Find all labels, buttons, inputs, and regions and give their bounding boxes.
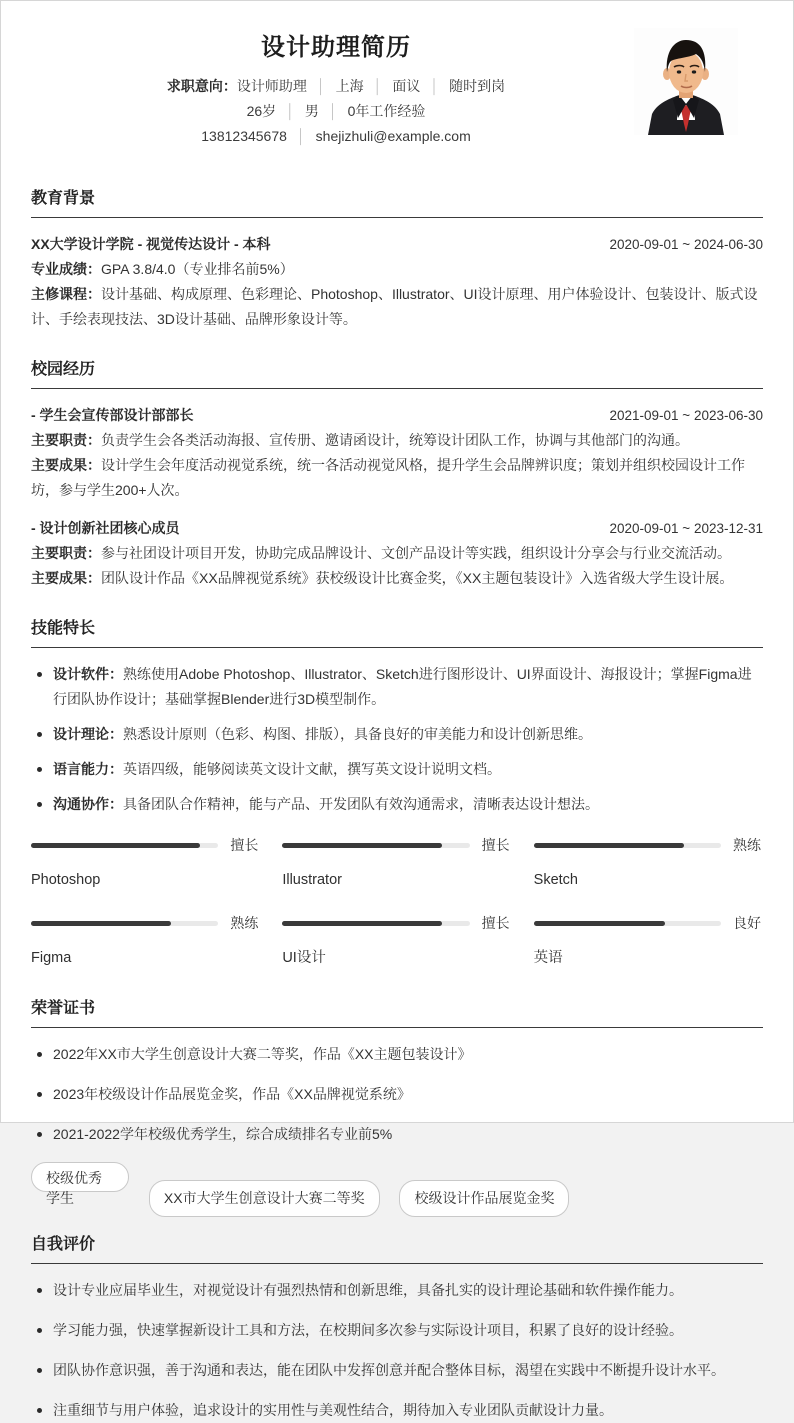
skill-bar-figma [31,911,260,971]
section-self-evaluation [31,1231,763,1423]
skill-bar-fill [534,921,665,926]
section-campus-experience [31,356,763,591]
gpa-label: 专业成绩： [31,261,101,277]
skill-label: 设计软件： [53,666,123,682]
skill-bullet [31,722,763,747]
honor-badge: XX市大学生创意设计大赛二等奖 [149,1180,380,1217]
duty-text: 负责学生会各类活动海报、宣传册、邀请函设计，统筹设计团队工作，协调与其他部门的沟通。 [101,432,689,448]
section-title-education: 教育背景 [31,185,763,218]
result-text: 团队设计作品《XX品牌视觉系统》获校级设计比赛金奖，《XX主题包装设计》入选省级大学生设计展。 [101,570,734,586]
role-title: - 设计创新社团核心成员 [31,520,180,536]
skill-bar-illustrator [282,833,511,893]
role-date: 2020-09-01 ~ 2023-12-31 [609,521,763,536]
separator: │ [373,78,383,94]
gender: 男 [304,103,319,119]
result-label: 主要成果： [31,457,101,473]
skill-text: 熟悉设计原则（色彩、构图、排版），具备良好的审美能力和设计创新思维。 [123,726,592,742]
skill-bar-photoshop [31,833,260,893]
section-title-evaluation: 自我评价 [31,1231,763,1264]
intention-city: 上海 [335,78,364,94]
skill-bar-fill [282,921,441,926]
honor-badge: 校级设计作品展览金奖 [399,1180,569,1217]
skill-text: 具备团队合作精神，能与产品、开发团队有效沟通需求，清晰表达设计想法。 [123,796,599,812]
skill-text: 熟练使用Adobe Photoshop、Illustrator、Sketch进行图形设计、UI界面设计、海报设计；掌握Figma进行团队协作设计；基础掌握Blender进行3D模型制作。 [53,666,752,707]
skill-bar-english [534,911,763,971]
gpa-value: GPA 3.8/4.0（专业排名前5%） [101,261,294,277]
phone-number: 13812345678 [201,128,287,144]
intention-label: 求职意向： [166,78,237,94]
age: 26岁 [246,103,277,119]
skill-level-label: 擅长 [481,915,510,931]
email-address: shejizhuli@example.com [315,128,471,144]
resume-header [31,27,763,149]
separator: │ [328,103,338,119]
separator: │ [430,78,440,94]
evaluation-bullet: 学习能力强，快速掌握新设计工具和方法，在校期间多次参与实际设计项目，积累了良好的设计经验。 [31,1318,763,1343]
personal-info-line [31,99,641,124]
courses-row [31,282,763,332]
skill-level-label: 熟练 [732,837,761,853]
duty-label: 主要职责： [31,432,101,448]
intention-availability: 随时到岗 [449,78,506,94]
role-date: 2021-09-01 ~ 2023-06-30 [609,408,763,423]
intention-salary: 面议 [392,78,421,94]
role-title: - 学生会宣传部设计部部长 [31,407,194,423]
separator: │ [296,128,306,144]
skill-name: Sketch [533,872,578,888]
skill-label: 设计理论： [53,726,123,742]
section-honors [31,995,763,1217]
education-date: 2020-09-01 ~ 2024-06-30 [609,237,763,252]
skill-name: 英语 [533,950,563,966]
skill-bar-fill [282,843,441,848]
skill-name: Photoshop [31,872,101,888]
honor-badges [31,1162,763,1217]
skill-bar-track [31,843,218,848]
skill-level-label: 熟练 [230,915,259,931]
evaluation-bullet: 注重细节与用户体验，追求设计的实用性与美观性结合，期待加入专业团队贡献设计力量。 [31,1398,763,1423]
campus-experience-item [31,516,763,591]
skill-bar-fill [31,921,171,926]
separator: │ [316,78,326,94]
courses-value: 设计基础、构成原理、色彩理论、Photoshop、Illustrator、UI设计原理、用户体验设计、包装设计、版式设计、手绘表现技法、3D设计基础、品牌形象设计等。 [31,286,758,327]
section-skills [31,615,763,971]
intention-position: 设计师助理 [236,78,307,94]
evaluation-bullet: 设计专业应届毕业生，对视觉设计有强烈热情和创新思维，具备扎实的设计理论基础和软件操作能力。 [31,1278,763,1303]
skill-bar-track [31,921,218,926]
page-title: 设计助理简历 [261,34,411,61]
honor-badge: 校级优秀学生 [31,1162,129,1192]
work-experience: 0年工作经验 [347,103,426,119]
skill-name: Figma [31,950,72,966]
skill-name: Illustrator [282,872,342,888]
skill-bullet [31,662,763,712]
skill-text: 英语四级，能够阅读英文设计文献，撰写英文设计说明文档。 [123,761,501,777]
skills-bullet-list [31,662,763,817]
skill-bullet [31,792,763,817]
skill-level-label: 擅长 [230,837,259,853]
honor-bullet: 2021-2022学年校级优秀学生，综合成绩排名专业前5% [31,1122,763,1147]
school-degree: XX大学设计学院 - 视觉传达设计 - 本科 [31,236,271,252]
skill-bar-sketch [534,833,763,893]
skill-level-label: 良好 [732,915,761,931]
skill-bar-track [534,843,721,848]
gpa-row [31,257,763,282]
section-title-campus: 校园经历 [31,356,763,389]
campus-experience-item [31,403,763,503]
skill-bar-fill [534,843,684,848]
separator: │ [286,103,295,119]
evaluation-bullet: 团队协作意识强，善于沟通和表达，能在团队中发挥创意并配合整体目标，渴望在实践中不断提升设计水平。 [31,1358,763,1383]
skill-bar-fill [31,843,200,848]
skill-bar-ui-design [282,911,511,971]
section-education [31,185,763,332]
result-text: 设计学生会年度活动视觉系统，统一各活动视觉风格，提升学生会品牌辨识度；策划并组织校园设计工作坊，参与学生200+人次。 [31,457,745,498]
skill-label: 沟通协作： [53,796,123,812]
honor-bullet: 2023年校级设计作品展览金奖，作品《XX品牌视觉系统》 [31,1082,763,1107]
honors-bullet-list [31,1042,763,1147]
skill-bar-track [282,921,469,926]
duty-label: 主要职责： [31,545,101,561]
skill-bars-grid [31,833,763,971]
skill-label: 语言能力： [53,761,123,777]
contact-line [31,124,641,149]
skill-bullet [31,757,763,782]
skill-name: UI设计 [282,950,326,966]
duty-text: 参与社团设计项目开发，协助完成品牌设计、文创产品设计等实践，组织设计分享会与行业交流活动。 [101,545,731,561]
evaluation-bullet-list [31,1278,763,1423]
skill-bar-track [534,921,721,926]
section-title-skills: 技能特长 [31,615,763,648]
job-intention-line [31,74,641,99]
skill-level-label: 擅长 [481,837,510,853]
result-label: 主要成果： [31,570,101,586]
section-title-honors: 荣誉证书 [31,995,763,1028]
skill-bar-track [282,843,469,848]
courses-label: 主修课程： [31,286,101,302]
honor-bullet: 2022年XX市大学生创意设计大赛二等奖，作品《XX主题包装设计》 [31,1042,763,1067]
avatar-illustration [634,28,738,135]
profile-photo [634,28,738,135]
